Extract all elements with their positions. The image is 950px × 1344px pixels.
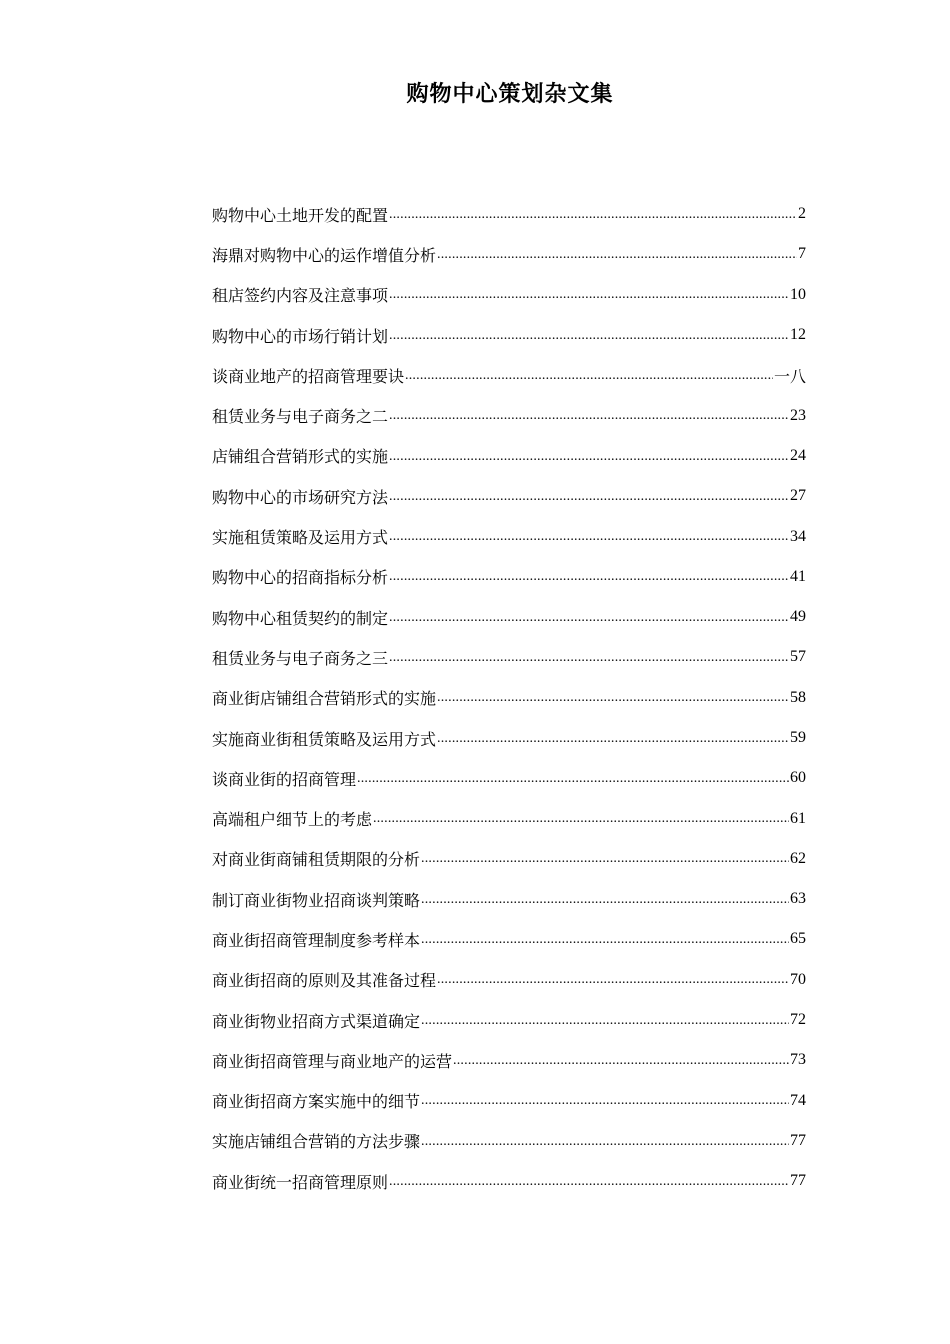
toc-dot-leader: [437, 688, 789, 707]
toc-entry-label: 实施租赁策略及运用方式: [212, 528, 389, 548]
toc-entry[interactable]: [212, 395, 806, 435]
toc-entry-label: 实施店铺组合营销的方法步骤: [212, 1132, 421, 1152]
toc-entry-page-number: 73: [790, 1051, 806, 1069]
toc-entry[interactable]: [212, 275, 806, 315]
toc-dot-leader: [389, 205, 797, 224]
toc-entry[interactable]: [212, 1000, 806, 1040]
toc-entry[interactable]: [212, 234, 806, 274]
toc-entry-label: 店铺组合营销形式的实施: [212, 447, 389, 467]
toc-entry-label: 高端租户细节上的考虑: [212, 810, 373, 830]
toc-entry-page-number: 70: [790, 970, 806, 988]
toc-entry[interactable]: [212, 718, 806, 758]
toc-entry-label: 购物中心的市场行销计划: [212, 326, 389, 346]
toc-entry-label: 商业街招商管理与商业地产的运营: [212, 1051, 453, 1071]
toc-dot-leader: [405, 366, 773, 385]
toc-entry-label: 商业街招商管理制度参考样本: [212, 930, 421, 950]
toc-entry[interactable]: [212, 919, 806, 959]
toc-dot-leader: [389, 446, 789, 465]
toc-entry[interactable]: [212, 960, 806, 1000]
toc-entry-page-number: 12: [790, 326, 806, 344]
toc-dot-leader: [421, 930, 789, 949]
table-of-contents: [212, 194, 806, 1201]
toc-dot-leader: [389, 608, 789, 627]
toc-entry-page-number: 7: [798, 245, 806, 263]
toc-entry-page-number: 74: [790, 1091, 806, 1109]
toc-entry-label: 购物中心的市场研究方法: [212, 487, 389, 507]
toc-entry-label: 谈商业地产的招商管理要诀: [212, 366, 405, 386]
toc-entry[interactable]: [212, 678, 806, 718]
toc-entry-page-number: 24: [790, 446, 806, 464]
toc-dot-leader: [357, 769, 789, 788]
toc-dot-leader: [389, 648, 789, 667]
toc-entry[interactable]: [212, 476, 806, 516]
toc-entry-page-number: 49: [790, 608, 806, 626]
toc-dot-leader: [437, 970, 789, 989]
toc-dot-leader: [389, 285, 789, 304]
toc-entry-page-number: 72: [790, 1011, 806, 1029]
toc-entry-label: 海鼎对购物中心的运作增值分析: [212, 245, 437, 265]
toc-dot-leader: [453, 1051, 789, 1070]
toc-entry-page-number: 41: [790, 567, 806, 585]
toc-entry-page-number: 2: [798, 205, 806, 223]
toc-entry[interactable]: [212, 597, 806, 637]
toc-entry[interactable]: [212, 1161, 806, 1201]
toc-entry[interactable]: [212, 557, 806, 597]
toc-dot-leader: [389, 406, 789, 425]
toc-entry-page-number: 61: [790, 809, 806, 827]
toc-entry[interactable]: [212, 798, 806, 838]
toc-entry-label: 租赁业务与电子商务之二: [212, 407, 389, 427]
toc-entry-page-number: 一八: [773, 368, 806, 386]
toc-dot-leader: [421, 1091, 789, 1110]
toc-dot-leader: [389, 487, 789, 506]
toc-entry[interactable]: [212, 436, 806, 476]
toc-entry-label: 商业街物业招商方式渠道确定: [212, 1011, 421, 1031]
toc-entry[interactable]: [212, 1081, 806, 1121]
toc-entry[interactable]: [212, 1121, 806, 1161]
toc-dot-leader: [389, 567, 789, 586]
toc-entry-label: 购物中心土地开发的配置: [212, 205, 389, 225]
document-title: 购物中心策划杂文集: [406, 81, 614, 107]
toc-entry-label: 商业街招商的原则及其准备过程: [212, 971, 437, 991]
toc-entry[interactable]: [212, 839, 806, 879]
toc-entry-label: 商业街店铺组合营销形式的实施: [212, 689, 437, 709]
toc-entry-label: 商业街招商方案实施中的细节: [212, 1092, 421, 1112]
toc-entry-label: 实施商业街租赁策略及运用方式: [212, 729, 437, 749]
toc-entry-label: 购物中心租赁契约的制定: [212, 608, 389, 628]
toc-dot-leader: [421, 1010, 789, 1029]
toc-entry-label: 租店签约内容及注意事项: [212, 286, 389, 306]
toc-entry-page-number: 59: [790, 729, 806, 746]
toc-dot-leader: [373, 809, 789, 828]
toc-entry[interactable]: [212, 1040, 806, 1080]
toc-entry-page-number: 77: [790, 1172, 806, 1190]
toc-entry-page-number: 34: [790, 527, 806, 545]
toc-entry-page-number: 10: [790, 285, 806, 303]
toc-entry[interactable]: [212, 315, 806, 355]
toc-entry[interactable]: [212, 637, 806, 677]
toc-entry[interactable]: [212, 758, 806, 798]
toc-entry-label: 租赁业务与电子商务之三: [212, 648, 389, 668]
toc-dot-leader: [389, 527, 789, 546]
toc-entry-label: 购物中心的招商指标分析: [212, 568, 389, 588]
toc-entry-page-number: 63: [790, 890, 806, 908]
toc-entry-page-number: 58: [790, 688, 806, 706]
toc-entry[interactable]: [212, 516, 806, 556]
toc-entry-label: 制订商业街物业招商谈判策略: [212, 890, 421, 910]
toc-entry[interactable]: [212, 194, 806, 234]
toc-entry-page-number: 57: [790, 648, 806, 666]
toc-entry-label: 对商业街商铺租赁期限的分析: [212, 850, 421, 870]
toc-entry-label: 谈商业街的招商管理: [212, 769, 357, 789]
toc-entry-page-number: 65: [790, 930, 806, 948]
toc-dot-leader: [389, 1172, 789, 1191]
toc-entry-page-number: 27: [790, 487, 806, 505]
toc-entry-page-number: 77: [790, 1131, 806, 1149]
toc-entry-page-number: 62: [790, 849, 806, 867]
toc-dot-leader: [421, 890, 789, 909]
toc-dot-leader: [437, 245, 797, 264]
toc-entry[interactable]: [212, 879, 806, 919]
toc-dot-leader: [421, 849, 789, 868]
toc-dot-leader: [437, 728, 789, 747]
toc-entry-page-number: 23: [790, 406, 806, 424]
toc-dot-leader: [421, 1131, 789, 1150]
toc-entry-label: 商业街统一招商管理原则: [212, 1172, 389, 1192]
toc-entry-page-number: 60: [790, 769, 806, 787]
toc-entry[interactable]: [212, 355, 806, 395]
toc-dot-leader: [389, 325, 789, 344]
